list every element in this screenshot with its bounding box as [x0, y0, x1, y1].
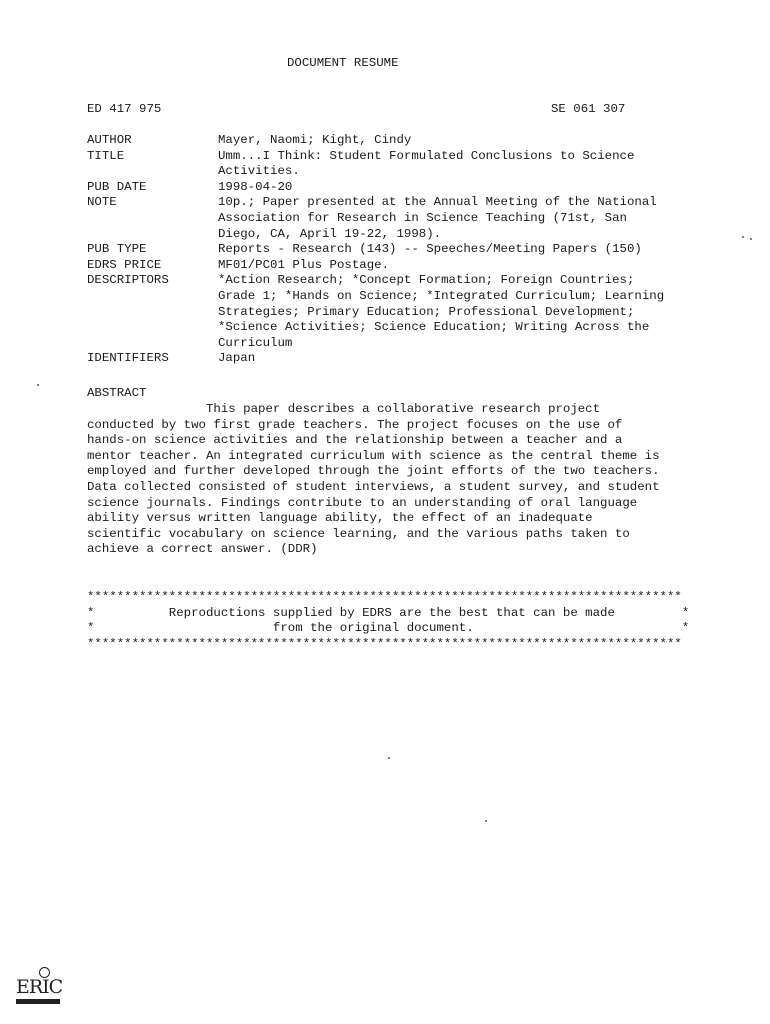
metadata-row-note [87, 195, 707, 242]
metadata-row-author [87, 133, 707, 149]
reproduction-notice-line: * Reproductions supplied by EDRS are the best that can be made * [87, 605, 690, 620]
metadata-label: EDRS PRICE [87, 257, 162, 272]
metadata-label: NOTE [87, 195, 117, 210]
metadata-value [218, 258, 698, 274]
metadata-row-identifiers [87, 351, 707, 367]
logo-text: ERIC [16, 976, 63, 998]
metadata-table [87, 133, 707, 367]
metadata-value [218, 242, 698, 258]
reproduction-notice-line: * from the original document. * [87, 621, 690, 636]
asterisk-border-bottom: ******************************************************************************** [87, 636, 682, 651]
metadata-value [218, 351, 698, 367]
metadata-label: AUTHOR [87, 133, 132, 147]
abstract-line: conducted by two first grade teachers. The project focuses on the use of [87, 417, 623, 432]
metadata-row-edrs-price [87, 258, 707, 274]
metadata-row-title [87, 149, 707, 180]
metadata-value [218, 273, 698, 351]
scan-speck [37, 384, 39, 386]
metadata-value [218, 133, 698, 149]
metadata-value-line: Diego, CA, April 19-22, 1998). [218, 226, 442, 241]
abstract-line: mentor teacher. An integrated curriculum with science as the central theme is [87, 448, 660, 463]
metadata-row-pub-date [87, 180, 707, 196]
metadata-value-line: Japan [218, 351, 256, 366]
se-number: SE 061 307 [551, 102, 626, 116]
metadata-value-line: Curriculum [218, 335, 293, 350]
abstract-heading: ABSTRACT [87, 386, 147, 400]
metadata-label: TITLE [87, 148, 125, 163]
metadata-value-line: Umm...I Think: Student Formulated Conclusions to Science [218, 148, 635, 163]
asterisk-border-top: ******************************************************************************** [87, 590, 682, 604]
metadata-value [218, 180, 698, 196]
abstract-body [87, 402, 707, 558]
abstract-line: Data collected consisted of student interviews, a student survey, and student [87, 479, 660, 494]
scan-speck [485, 820, 487, 822]
metadata-label: IDENTIFIERS [87, 351, 169, 366]
metadata-value-line: *Science Activities; Science Education; Writing Across the [218, 320, 650, 335]
metadata-value-line: *Action Research; *Concept Formation; Foreign Countries; [218, 273, 635, 288]
metadata-value-line: Mayer, Naomi; Kight, Cindy [218, 133, 412, 147]
logo-bar [16, 999, 60, 1004]
metadata-value-line: Activities. [218, 164, 300, 179]
document-title: DOCUMENT RESUME [287, 56, 399, 70]
metadata-row-descriptors [87, 273, 707, 351]
ed-number: ED 417 975 [87, 102, 162, 116]
abstract-line: This paper describes a collaborative research project [87, 402, 601, 416]
metadata-row-pub-type [87, 242, 707, 258]
abstract-line: science journals. Findings contribute to an understanding of oral language [87, 495, 638, 510]
abstract-line: employed and further developed through the joint efforts of the two teachers. [87, 464, 660, 479]
abstract-line: scientific vocabulary on science learning, and the various paths taken to [87, 526, 630, 541]
abstract-line: hands-on science activities and the relationship between a teacher and a [87, 433, 623, 448]
metadata-value-line: Reports - Research (143) -- Speeches/Meeting Papers (150) [218, 242, 642, 257]
metadata-value [218, 195, 698, 242]
metadata-label: PUB TYPE [87, 242, 147, 257]
metadata-value-line: 10p.; Paper presented at the Annual Meeting of the National [218, 195, 657, 210]
metadata-label: PUB DATE [87, 179, 147, 194]
metadata-value [218, 149, 698, 180]
metadata-label: DESCRIPTORS [87, 273, 169, 288]
metadata-value-line: 1998-04-20 [218, 179, 293, 194]
abstract-line: ability versus written language ability, the effect of an inadequate [87, 511, 593, 526]
eric-logo [14, 965, 66, 1007]
metadata-value-line: Association for Research in Science Teaching (71st, San [218, 210, 627, 225]
scan-speck [742, 236, 744, 238]
abstract-line: achieve a correct answer. (DDR) [87, 542, 318, 557]
scan-speck [388, 757, 390, 759]
scan-speck [750, 238, 752, 240]
metadata-value-line: Grade 1; *Hands on Science; *Integrated Curriculum; Learning [218, 288, 665, 303]
metadata-value-line: MF01/PC01 Plus Postage. [218, 257, 390, 272]
reproduction-notice [87, 590, 707, 652]
metadata-value-line: Strategies; Primary Education; Professional Development; [218, 304, 635, 319]
